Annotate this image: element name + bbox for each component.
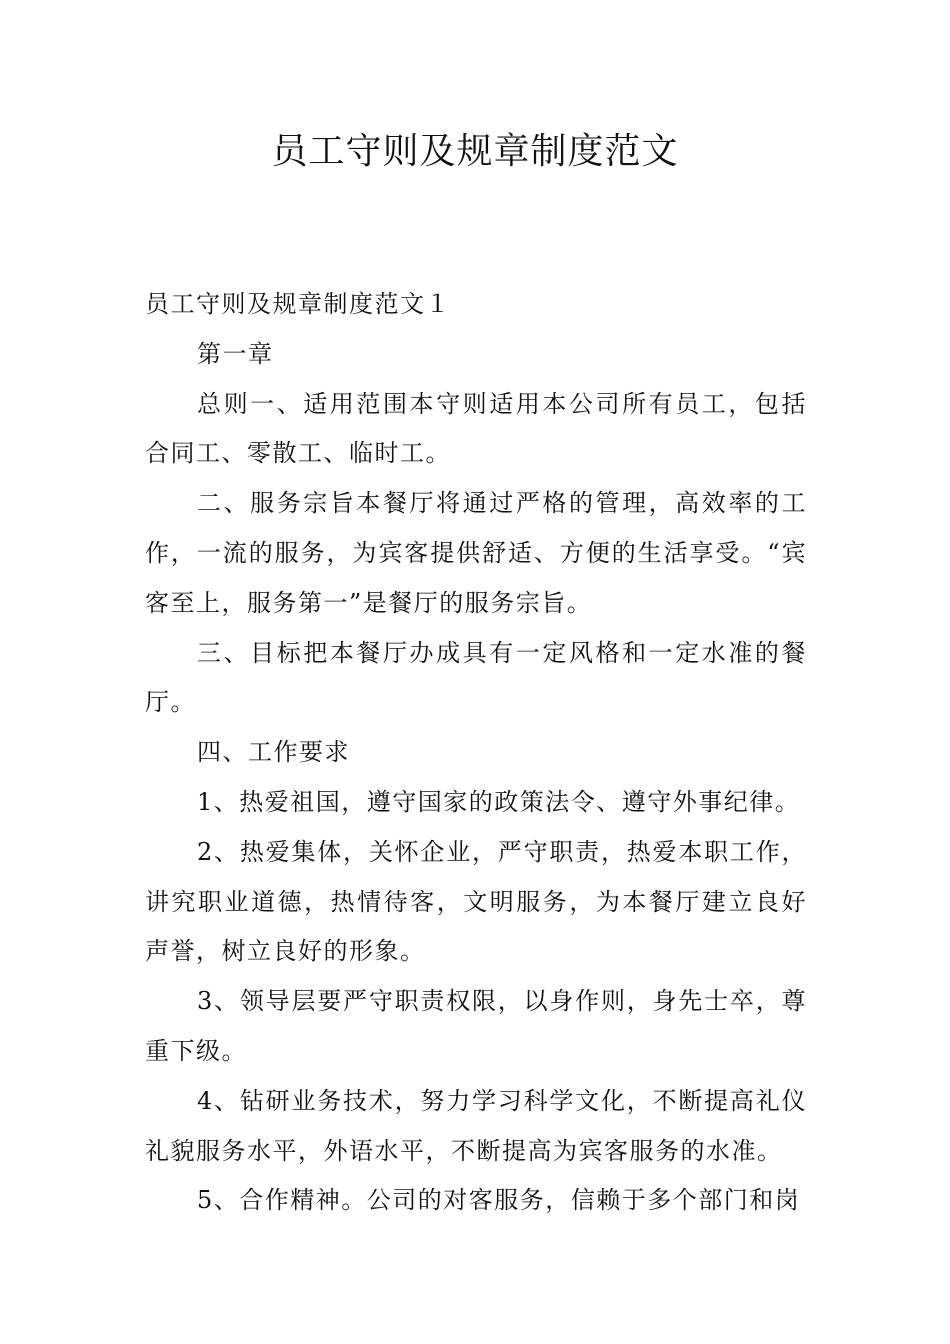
document-body <box>145 280 807 1226</box>
document-title: 员工守则及规章制度范文 <box>271 131 679 172</box>
paragraph: 三、目标把本餐厅办成具有一定风格和一定水准的餐厅。 <box>145 638 807 717</box>
list-item: 5、合作精神。公司的对客服务，信赖于多个部门和岗 <box>197 1186 801 1215</box>
paragraph: 总则一、适用范围本守则适用本公司所有员工，包括合同工、零散工、临时工。 <box>145 389 807 468</box>
list-item: 3、领导层要严守职责权限，以身作则，身先士卒，尊重下级。 <box>145 987 807 1065</box>
paragraph: 四、工作要求 <box>197 738 350 767</box>
list-item: 4、钻研业务技术，努力学习科学文化，不断提高礼仪礼貌服务水平，外语水平，不断提高为宾客服务的水准。 <box>145 1086 807 1165</box>
section-heading: 员工守则及规章制度范文１ <box>145 290 451 318</box>
list-item: 2、热爱集体，关怀企业，严守职责，热爱本职工作，讲究职业道德，热情待客，文明服务，为本餐厅建立良好声誉，树立良好的形象。 <box>145 837 807 966</box>
chapter-heading: 第一章 <box>197 339 274 368</box>
list-item: 1、热爱祖国，遵守国家的政策法令、遵守外事纪律。 <box>197 787 801 816</box>
paragraph: 二、服务宗旨本餐厅将通过严格的管理，高效率的工作，一流的服务，为宾客提供舒适、方便的生活享受。“宾客至上，服务第一”是餐厅的服务宗旨。 <box>145 489 807 617</box>
